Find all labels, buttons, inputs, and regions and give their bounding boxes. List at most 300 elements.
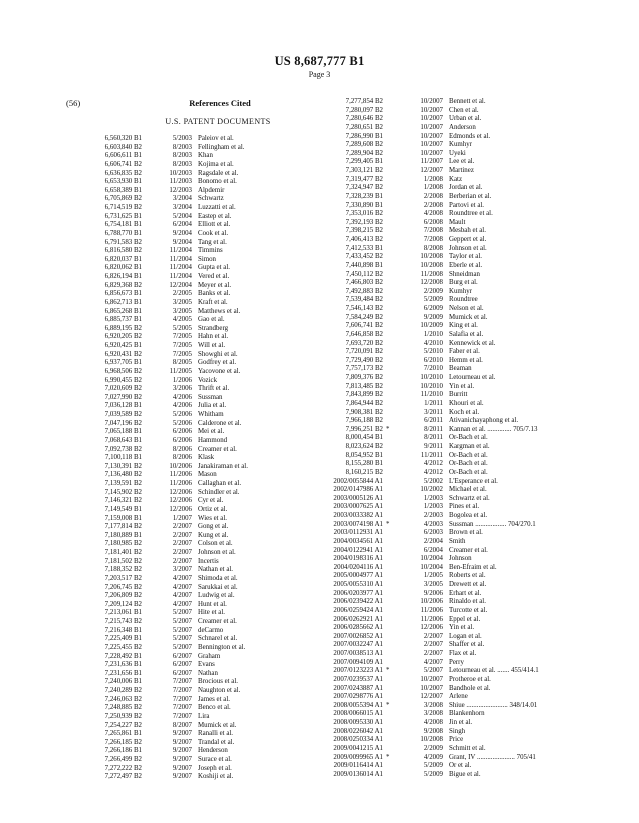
reference-date: 1/2006 [172, 376, 192, 384]
reference-date: 10/2010 [420, 374, 443, 381]
reference-date: 5/2005 [172, 324, 192, 332]
reference-row [315, 158, 615, 167]
reference-number: 2002/0055844 A1 [333, 477, 383, 485]
reference-number: 7,146,321 B2 [104, 497, 142, 505]
reference-date: 4/2006 [172, 393, 192, 401]
reference-row [315, 176, 615, 185]
reference-inventor: Ludwig et al. [198, 592, 235, 600]
reference-row [315, 486, 615, 495]
reference-date: 6/2006 [172, 428, 192, 436]
reference-inventor: Graham [198, 652, 221, 660]
reference-inventor: Surace et al. [198, 756, 232, 763]
reference-row [315, 512, 615, 521]
reference-date: 6/2004 [172, 221, 192, 229]
reference-date: 5/2007 [172, 609, 192, 617]
reference-number: 8,160,215 B2 [345, 468, 383, 476]
reference-number: 6,968,506 B2 [104, 367, 142, 375]
reference-number: 6,791,583 B2 [104, 238, 142, 246]
reference-date: 11/2006 [420, 606, 443, 614]
reference-row [315, 478, 615, 487]
reference-inventor: Shneidman [449, 270, 481, 278]
reference-row [102, 325, 312, 334]
reference-number: 7,584,249 B2 [345, 313, 383, 321]
reference-inventor: Timmins [198, 247, 223, 255]
reference-number: 2009/0116414 A1 [333, 762, 383, 770]
reference-row [315, 443, 615, 452]
reference-number: 7,039,589 B2 [104, 411, 142, 418]
reference-date: 11/2004 [169, 247, 192, 255]
reference-date: 2/2007 [423, 641, 443, 649]
reference-date: 6/2006 [172, 436, 192, 444]
reference-row [102, 739, 312, 748]
reference-inventor: Mesbah et al. [449, 227, 486, 235]
reference-row [102, 161, 312, 170]
reference-number: 7,225,409 B1 [104, 635, 142, 643]
reference-row [315, 210, 615, 219]
reference-date: 6/2007 [172, 669, 192, 677]
reference-row [315, 133, 615, 142]
reference-row [102, 515, 312, 524]
reference-number: 6,920,425 B1 [104, 342, 142, 349]
reference-row [315, 676, 615, 685]
reference-number: 7,996,251 B2 [345, 425, 383, 433]
reference-row [315, 771, 615, 780]
reference-date: 3/2008 [423, 701, 443, 709]
reference-number: 2008/0226042 A1 [333, 727, 383, 735]
reference-number: 7,813,485 B2 [345, 382, 383, 390]
us-patent-documents-heading: U.S. PATENT DOCUMENTS [165, 117, 271, 126]
reference-row [315, 150, 615, 159]
reference-date: 10/2008 [420, 736, 443, 744]
reference-number: 7,720,091 B2 [345, 348, 383, 356]
reference-inventor: Matthews et al. [198, 307, 241, 315]
reference-row [315, 685, 615, 694]
reference-row [102, 187, 312, 196]
reference-row [102, 411, 312, 420]
reference-inventor: Lira [198, 712, 210, 720]
reference-date: 11/2004 [169, 264, 192, 272]
reference-number: 7,450,112 B2 [345, 270, 383, 278]
reference-inventor: Sussman .................. 704/270.1 [449, 520, 536, 528]
reference-date: 5/2007 [172, 618, 192, 625]
reference-row [315, 641, 615, 650]
reference-number: 2004/0204116 A1 [333, 563, 383, 571]
reference-number: 7,433,452 B2 [345, 253, 383, 261]
reference-number: 7,248,885 B2 [104, 704, 142, 712]
reference-number: 2006/0203977 A1 [333, 589, 383, 597]
reference-row [102, 204, 312, 213]
reference-inventor: Thrift et al. [198, 385, 230, 393]
reference-date: 7/2005 [172, 342, 192, 349]
reference-number: 6,636,835 B2 [104, 169, 142, 177]
reference-inventor: Kojima et al. [198, 160, 234, 168]
reference-row [102, 566, 312, 575]
reference-row [315, 564, 615, 573]
reference-row [315, 417, 615, 426]
reference-date: 1/2010 [423, 330, 443, 338]
reference-number: 2003/0112931 A1 [333, 529, 383, 537]
reference-row [315, 736, 615, 745]
reference-number: 7,412,533 B1 [345, 244, 383, 252]
reference-date: 12/2008 [420, 279, 443, 287]
reference-row [102, 178, 312, 187]
reference-inventor: Joseph et al. [198, 764, 232, 772]
reference-date: 5/2007 [172, 643, 192, 651]
reference-row [315, 115, 615, 124]
reference-date: 12/2003 [169, 186, 192, 194]
reference-inventor: Bandhole et al. [449, 684, 491, 692]
reference-inventor: Khouri et al. [449, 399, 484, 407]
reference-date: 7/2008 [423, 236, 443, 243]
reference-inventor: Hammond [198, 436, 228, 444]
reference-date: 7/2005 [172, 350, 192, 358]
reference-date: 9/2011 [424, 443, 443, 450]
reference-row [102, 609, 312, 618]
reference-number: 7,181,502 B2 [104, 557, 142, 565]
reference-date: 5/2006 [172, 419, 192, 427]
reference-number: 7,280,651 B2 [345, 123, 383, 131]
reference-number: 7,392,193 B2 [345, 218, 383, 226]
reference-inventor: Kennewick et al. [449, 339, 496, 347]
reference-row [102, 454, 312, 463]
reference-inventor: Julia et al. [198, 402, 227, 410]
reference-inventor: Drewett et al. [449, 581, 487, 588]
reference-inventor: Partovi et al. [449, 201, 485, 209]
reference-number: 7,231,656 B1 [104, 669, 142, 677]
reference-number: 7,266,185 B2 [104, 738, 142, 746]
reference-inventor: Mumick et al. [198, 721, 237, 729]
reference-row [102, 463, 312, 472]
reference-mark: * [386, 701, 390, 709]
reference-inventor: Koch et al. [449, 408, 480, 416]
reference-inventor: Grant, IV ...................... 705/41 [449, 753, 536, 761]
reference-number: 6,829,368 B2 [104, 281, 142, 289]
reference-inventor: Schmitt et al. [449, 744, 486, 752]
reference-row [102, 342, 312, 351]
reference-inventor: Meyer et al. [198, 281, 232, 289]
reference-row [102, 359, 312, 368]
reference-number: 7,908,381 B2 [345, 408, 383, 416]
reference-inventor: Logan et al. [449, 632, 482, 640]
reference-inventor: Sarukkai et al. [198, 583, 238, 591]
reference-date: 5/2010 [423, 348, 443, 356]
reference-number: 7,240,289 B2 [104, 687, 142, 694]
reference-row [102, 428, 312, 437]
reference-row [315, 581, 615, 590]
reference-inventor: Salafia et al. [449, 330, 484, 338]
reference-number: 2005/0055310 A1 [333, 581, 383, 588]
reference-row [102, 273, 312, 282]
reference-row [102, 558, 312, 567]
reference-date: 8/2007 [172, 721, 192, 729]
reference-date: 4/2009 [423, 753, 443, 761]
reference-date: 9/2007 [172, 747, 192, 755]
reference-number: 7,068,643 B1 [104, 436, 142, 444]
reference-inventor: Kannan et al. .............. 705/7.13 [449, 425, 538, 433]
reference-number: 6,731,625 B1 [104, 212, 142, 220]
reference-inventor: Martinez [449, 167, 474, 174]
reference-date: 10/2010 [420, 382, 443, 390]
reference-row [102, 532, 312, 541]
reference-inventor: Lee et al. [449, 158, 475, 166]
reference-inventor: Michael et al. [449, 486, 487, 494]
reference-inventor: Klask [198, 454, 215, 462]
reference-date: 3/2005 [172, 298, 192, 306]
reference-inventor: Perry [449, 658, 464, 666]
reference-date: 9/2006 [423, 589, 443, 597]
reference-inventor: Eastep et al. [198, 212, 232, 220]
reference-number: 8,000,454 B1 [345, 434, 383, 442]
reference-date: 11/2004 [169, 273, 192, 280]
reference-inventor: Banks et al. [198, 290, 231, 298]
reference-inventor: Pines et al. [449, 503, 480, 511]
right-reference-list [315, 98, 615, 779]
reference-date: 12/2006 [169, 497, 192, 505]
reference-date: 12/2006 [169, 488, 192, 496]
reference-row [315, 227, 615, 236]
reference-date: 2/2005 [172, 290, 192, 298]
reference-row [315, 348, 615, 357]
reference-inventor: Khan [198, 152, 213, 160]
reference-row [315, 426, 615, 435]
reference-number: 7,492,883 B2 [345, 287, 383, 295]
reference-row [102, 480, 312, 489]
reference-number: 7,149,549 B1 [104, 505, 142, 513]
reference-date: 9/2007 [172, 730, 192, 738]
reference-number: 6,820,062 B1 [104, 264, 142, 272]
reference-date: 5/2004 [172, 212, 192, 220]
reference-date: 1/2003 [423, 494, 443, 502]
reference-row [102, 661, 312, 670]
reference-number: 8,023,624 B2 [345, 443, 383, 450]
reference-row [102, 446, 312, 455]
reference-row [315, 452, 615, 461]
reference-inventor: Creamer et al. [198, 618, 237, 625]
reference-number: 2008/0066015 A1 [333, 710, 383, 718]
reference-inventor: Schwartz [198, 195, 224, 203]
reference-number: 7,729,490 B2 [345, 356, 383, 364]
reference-inventor: Bennington et al. [198, 643, 246, 651]
reference-number: 7,266,186 B1 [104, 747, 142, 755]
reference-date: 1/2007 [172, 514, 192, 522]
reference-number: 8,155,280 B1 [345, 460, 383, 468]
reference-number: 7,206,745 B2 [104, 583, 142, 591]
reference-inventor: Or et al. [449, 762, 472, 770]
reference-number: 6,920,205 B2 [104, 333, 142, 341]
reference-inventor: Ativanichayaphong et al. [449, 417, 519, 425]
reference-row [102, 213, 312, 222]
reference-date: 10/2007 [420, 115, 443, 123]
reference-inventor: Creamer et al. [449, 546, 488, 554]
reference-date: 6/2011 [424, 417, 443, 425]
reference-number: 7,136,480 B2 [104, 471, 142, 479]
patent-number: US 8,687,777 B1 [274, 54, 365, 68]
reference-date: 11/2003 [169, 178, 192, 186]
reference-row [315, 409, 615, 418]
reference-inventor: Anderson [449, 123, 476, 131]
reference-number: 7,215,743 B2 [104, 618, 142, 625]
reference-date: 7/2005 [172, 333, 192, 341]
reference-row [315, 650, 615, 659]
reference-inventor: James et al. [198, 695, 230, 703]
reference-row [315, 236, 615, 245]
reference-row [102, 437, 312, 446]
reference-inventor: Naughton et al. [198, 687, 241, 694]
reference-number: 7,303,121 B2 [345, 167, 383, 174]
reference-date: 4/2012 [423, 468, 443, 476]
reference-row [102, 170, 312, 179]
reference-date: 6/2010 [423, 356, 443, 364]
reference-inventor: Kumhyr [449, 141, 472, 149]
reference-row [102, 489, 312, 498]
reference-number: 2004/0034561 A1 [333, 537, 383, 545]
reference-row [315, 288, 615, 297]
reference-number: 6,826,194 B1 [104, 273, 142, 280]
reference-date: 7/2007 [172, 704, 192, 712]
reference-number: 7,180,889 B1 [104, 531, 142, 539]
reference-date: 11/2010 [420, 391, 443, 399]
reference-row [102, 135, 312, 144]
reference-number: 7,020,609 B2 [104, 385, 142, 393]
reference-row [102, 618, 312, 627]
reference-inventor: Wies et al. [198, 514, 227, 522]
reference-row [315, 503, 615, 512]
reference-inventor: Hahn et al. [198, 333, 229, 341]
reference-row [315, 754, 615, 763]
reference-number: 2006/0262921 A1 [333, 615, 383, 623]
reference-row [315, 469, 615, 478]
reference-row [315, 762, 615, 771]
reference-date: 2/2004 [423, 537, 443, 545]
reference-inventor: Hunt et al. [198, 600, 227, 608]
reference-row [315, 659, 615, 668]
reference-inventor: Blankenhorn [449, 710, 485, 718]
reference-row [315, 598, 615, 607]
reference-row [315, 331, 615, 340]
reference-date: 8/2006 [172, 454, 192, 462]
reference-inventor: Singh [449, 727, 466, 735]
reference-number: 7,213,061 B1 [104, 609, 142, 617]
reference-row [315, 383, 615, 392]
reference-date: 4/2006 [172, 402, 192, 410]
reference-number: 7,299,405 B1 [345, 158, 383, 166]
reference-date: 8/2011 [424, 425, 443, 433]
reference-inventor: Janakiraman et al. [198, 462, 248, 470]
reference-number: 6,816,580 B2 [104, 247, 142, 255]
reference-inventor: Luzzatti et al. [198, 204, 236, 211]
reference-date: 12/2006 [169, 505, 192, 513]
reference-number: 7,864,944 B2 [345, 399, 383, 407]
reference-date: 3/2006 [172, 385, 192, 393]
reference-date: 8/2003 [172, 143, 192, 151]
reference-number: 7,047,196 B2 [104, 419, 142, 427]
reference-inventor: Shaffer et al. [449, 641, 485, 649]
reference-number: 7,289,904 B2 [345, 149, 383, 157]
reference-date: 2/2007 [172, 531, 192, 539]
reference-row [102, 670, 312, 679]
reference-row [315, 529, 615, 538]
reference-date: 9/2004 [172, 238, 192, 246]
reference-inventor: Shiue ........................ 348/14.01 [449, 701, 538, 709]
reference-date: 12/2007 [420, 693, 443, 701]
reference-inventor: Jordan et al. [449, 184, 483, 192]
reference-row [315, 728, 615, 737]
reference-date: 10/2007 [420, 684, 443, 692]
reference-number: 6,889,195 B2 [104, 324, 142, 332]
reference-number: 7,809,376 B2 [345, 374, 383, 381]
reference-number: 7,266,499 B2 [104, 756, 142, 763]
reference-inventor: Roundtree et al. [449, 210, 493, 218]
reference-inventor: deCarmo [198, 626, 224, 634]
reference-date: 7/2007 [172, 687, 192, 694]
reference-inventor: Turcotte et al. [449, 606, 488, 614]
reference-row [102, 290, 312, 299]
reference-row [315, 693, 615, 702]
reference-number: 6,560,320 B1 [104, 135, 142, 142]
reference-date: 1/2008 [423, 175, 443, 183]
reference-row [102, 377, 312, 386]
reference-number: 7,466,803 B2 [345, 279, 383, 287]
reference-number: 2007/0038513 A1 [333, 650, 383, 657]
reference-date: 8/2003 [172, 160, 192, 168]
reference-inventor: Johnson et al. [198, 549, 236, 556]
reference-date: 10/2007 [420, 132, 443, 140]
reference-number: 7,324,947 B2 [345, 184, 383, 192]
reference-number: 2007/0298776 A1 [333, 693, 383, 701]
reference-inventor: Gao et al. [198, 316, 225, 324]
reference-number: 6,705,869 B2 [104, 195, 142, 203]
reference-inventor: Or-Bach et al. [449, 468, 488, 476]
reference-number: 7,159,008 B1 [104, 514, 142, 522]
reference-inventor: Berberian et al. [449, 192, 492, 200]
reference-row [315, 590, 615, 599]
reference-inventor: Shimoda et al. [198, 574, 238, 582]
reference-inventor: Arlene [449, 693, 468, 701]
reference-date: 12/2007 [420, 167, 443, 174]
reference-row [102, 316, 312, 325]
reference-inventor: Showghi et al. [198, 350, 238, 358]
reference-row [102, 696, 312, 705]
reference-inventor: Jin et al. [449, 719, 473, 726]
reference-inventor: Taylor et al. [449, 253, 482, 261]
reference-number: 8,054,952 B1 [345, 451, 383, 459]
reference-row [315, 607, 615, 616]
reference-number: 6,606,611 B1 [104, 152, 142, 160]
reference-number: 2003/0007625 A1 [333, 503, 383, 511]
reference-number: 7,145,902 B2 [104, 488, 142, 496]
reference-number: 2009/0041215 A1 [333, 744, 383, 752]
reference-inventor: Burg et al. [449, 279, 478, 287]
reference-inventor: Schnarel et al. [198, 635, 238, 643]
reference-inventor: Nathan [198, 669, 218, 677]
reference-inventor: Yacovone et al. [198, 367, 241, 375]
reference-inventor: Protheroe et al. [449, 675, 491, 683]
reference-date: 6/2004 [423, 546, 443, 554]
reference-number: 7,353,016 B2 [345, 210, 383, 218]
page-number: Page 3 [308, 70, 331, 79]
reference-row [315, 521, 615, 530]
reference-inventor: Johnson [449, 555, 472, 563]
reference-inventor: Or-Bach et al. [449, 460, 488, 468]
reference-date: 2/2007 [172, 523, 192, 531]
reference-inventor: Henderson [198, 747, 228, 755]
reference-number: 7,181,401 B2 [104, 549, 142, 556]
reference-number: 7,130,391 B2 [104, 462, 142, 470]
reference-inventor: Edmonds et al. [449, 132, 491, 140]
reference-row [315, 710, 615, 719]
reference-inventor: Bennett et al. [449, 98, 486, 105]
reference-date: 2/2008 [423, 192, 443, 200]
